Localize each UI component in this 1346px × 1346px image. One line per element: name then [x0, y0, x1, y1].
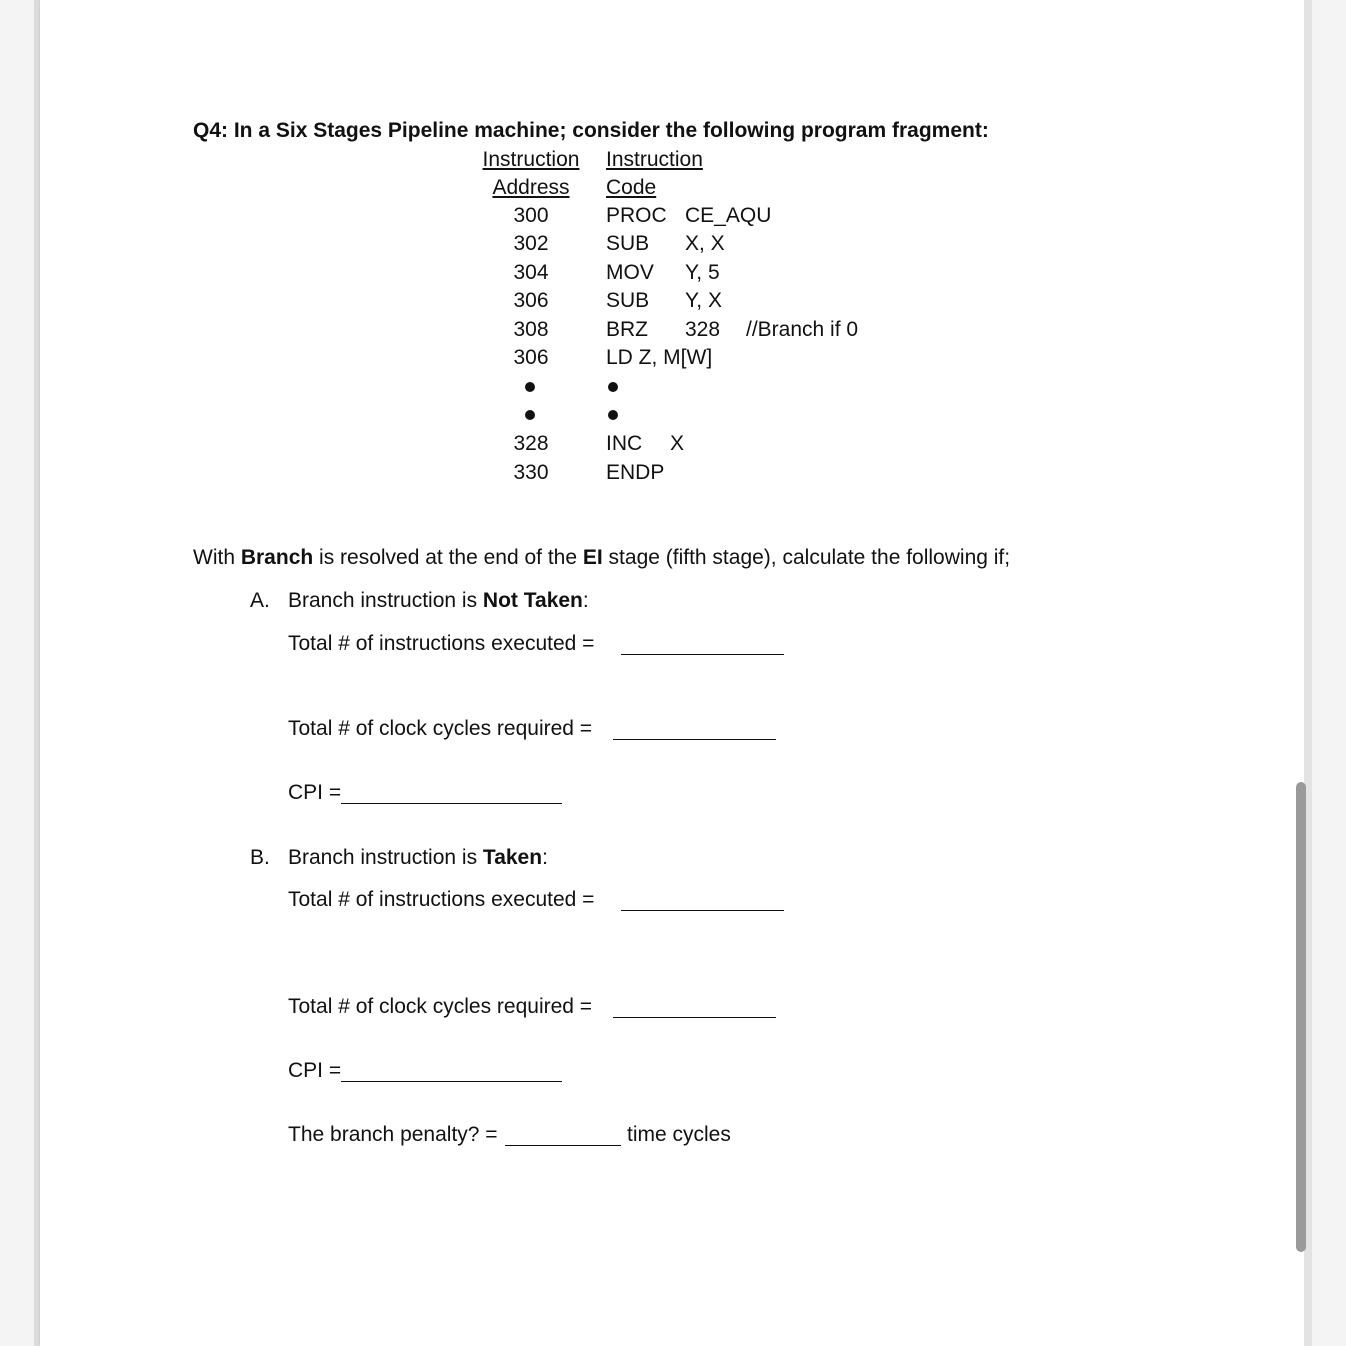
intro-text: is resolved at the end of the	[313, 546, 583, 569]
branch-penalty-blank[interactable]	[505, 1145, 621, 1146]
row-address: 302	[513, 232, 549, 255]
left-gutter	[0, 0, 40, 1346]
section-b-cycles-blank[interactable]	[613, 1017, 776, 1018]
row-op: LD Z, M[W]	[606, 346, 713, 369]
row-address: 306	[513, 346, 549, 369]
section-a-cpi-blank[interactable]	[341, 803, 562, 804]
intro-bold-ei: EI	[582, 546, 603, 569]
branch-penalty-label: The branch penalty? =	[288, 1123, 498, 1146]
row-op: SUB	[606, 289, 650, 312]
row-arg: CE_AQU	[685, 204, 772, 227]
intro-paragraph	[193, 546, 1010, 570]
address-header-line2: Address	[492, 176, 570, 199]
row-op: SUB	[606, 232, 650, 255]
row-arg: Y, X	[685, 289, 722, 312]
section-b-instructions-label: Total # of instructions executed =	[288, 888, 595, 911]
section-b-marker: B.	[250, 846, 270, 869]
row-address: 300	[513, 204, 549, 227]
section-b-cpi-label: CPI =	[288, 1059, 342, 1082]
ellipsis-dot	[608, 382, 618, 392]
section-b-suffix: :	[542, 846, 548, 869]
address-header-line1: Instruction	[482, 148, 580, 171]
row-arg: Y, 5	[685, 261, 720, 284]
section-a-instructions-blank[interactable]	[621, 654, 784, 655]
intro-bold-branch: Branch	[240, 546, 314, 569]
row-address: 304	[513, 261, 549, 284]
row-op: INC	[606, 432, 643, 455]
row-arg: X, X	[685, 232, 725, 255]
row-op: ENDP	[606, 461, 665, 484]
row-op: PROC	[606, 204, 667, 227]
scrollbar-thumb[interactable]	[1296, 782, 1306, 1252]
row-arg: X	[670, 432, 685, 455]
section-b-bold: Taken	[482, 846, 543, 869]
intro-text: stage (fifth stage), calculate the following if;	[602, 546, 1011, 569]
section-b-heading	[288, 846, 548, 870]
branch-penalty-unit: time cycles	[627, 1123, 731, 1146]
section-b-cpi-blank[interactable]	[341, 1081, 562, 1082]
section-a-cpi-label: CPI =	[288, 781, 342, 804]
ellipsis-dot	[608, 410, 618, 420]
row-arg: 328	[685, 318, 721, 341]
section-a-heading	[288, 589, 589, 613]
row-address: 306	[513, 289, 549, 312]
section-b-text: Branch instruction is	[288, 846, 483, 869]
section-b-cycles-label: Total # of clock cycles required =	[288, 995, 593, 1018]
section-a-suffix: :	[582, 589, 589, 612]
row-address: 330	[513, 461, 549, 484]
section-a-marker: A.	[250, 589, 270, 612]
row-address: 328	[513, 432, 549, 455]
row-comment: //Branch if 0	[746, 318, 859, 341]
section-a-text: Branch instruction is	[288, 589, 483, 612]
ellipsis-dot	[525, 410, 535, 420]
code-header-line1: Instruction	[606, 148, 703, 171]
section-a-cycles-blank[interactable]	[613, 739, 776, 740]
section-a-cycles-label: Total # of clock cycles required =	[288, 717, 593, 740]
row-address: 308	[513, 318, 549, 341]
intro-text: With	[193, 546, 241, 569]
right-gutter	[1304, 0, 1346, 1346]
code-header-line2: Code	[606, 176, 657, 199]
question-title: Q4: In a Six Stages Pipeline machine; consider the following program fragment:	[193, 119, 989, 142]
row-op: BRZ	[606, 318, 648, 341]
row-op: MOV	[606, 261, 654, 284]
section-b-instructions-blank[interactable]	[621, 910, 784, 911]
section-a-instructions-label: Total # of instructions executed =	[288, 632, 595, 655]
ellipsis-dot	[525, 382, 535, 392]
section-a-bold: Not Taken	[482, 589, 583, 612]
